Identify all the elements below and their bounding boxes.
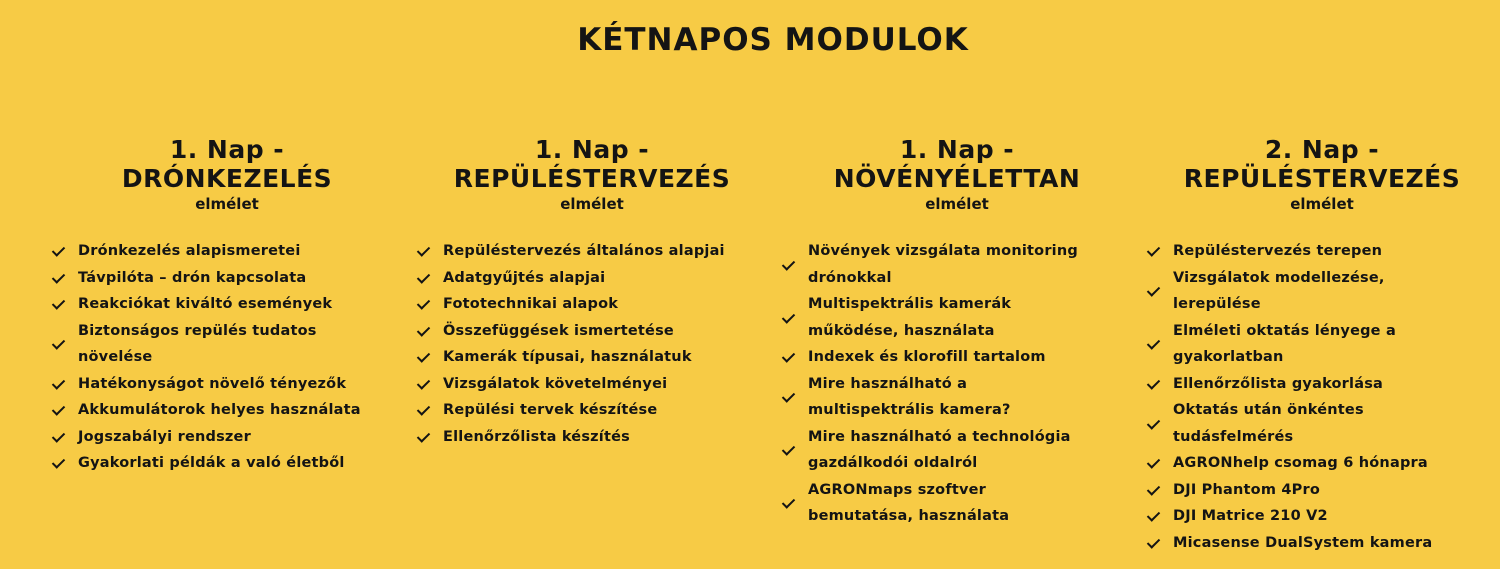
list-item-text: Vizsgálatok modellezése, lerepülése [1173,269,1385,312]
list-item [413,397,773,424]
list-item-text: AGRONmaps szoftver bemutatása, használata [808,481,1010,524]
list-item [413,238,773,265]
list-item [778,344,1138,371]
list-item-text: Összefüggések ismertetése [443,322,674,339]
checkmark-icon [413,324,443,338]
module-item-list [413,238,773,450]
module-topic: NÖVÉNYÉLETTAN [833,164,1081,193]
checkmark-icon [1143,417,1173,431]
module-day: 2. Nap - [1264,135,1380,164]
list-item [1143,318,1500,371]
checkmark-icon [1143,509,1173,523]
module-column-repulestervezes-2 [1143,135,1500,556]
list-item [1143,530,1500,557]
list-item-text: Reakciókat kiváltó események [78,296,333,312]
list-item-text: Repüléstervezés terepen [1173,243,1383,259]
module-subtitle: elmélet [925,195,989,213]
module-heading [48,135,406,214]
list-item [778,291,1138,344]
list-item [48,238,408,265]
checkmark-icon [48,430,78,444]
module-item-list [48,238,408,477]
list-item [1143,371,1500,398]
modules-grid [48,135,1500,569]
list-item [48,318,408,371]
checkmark-icon [1143,377,1173,391]
list-item [413,344,773,371]
list-item-text: Mire használható a technológia gazdálkodói oldalról [808,428,1071,471]
module-day: 1. Nap - [899,135,1015,164]
module-subtitle: elmélet [560,195,624,213]
checkmark-icon [413,350,443,364]
list-item-text: Repüléstervezés általános alapjai [443,243,725,259]
list-item [778,424,1138,477]
checkmark-icon [48,456,78,470]
checkmark-icon [778,311,808,325]
module-topic: DRÓNKEZELÉS [121,164,333,193]
checkmark-icon [778,390,808,404]
module-topic: REPÜLÉSTERVEZÉS [453,164,731,193]
checkmark-icon [778,350,808,364]
list-item [48,424,408,451]
checkmark-icon [778,258,808,272]
list-item [778,238,1138,291]
list-item [48,291,408,318]
checkmark-icon [413,377,443,391]
list-item-text: Kamerák típusai, használatuk [443,349,692,365]
checkmark-icon [48,377,78,391]
list-item-text: Indexek és klorofill tartalom [808,349,1046,365]
list-item-text: Növények vizsgálata monitoring drónokkal [808,243,1078,286]
checkmark-icon [413,403,443,417]
list-item [1143,477,1500,504]
list-item [778,477,1138,530]
list-item-text: DJI Phantom 4Pro [1173,481,1321,498]
module-subtitle: elmélet [195,195,259,213]
list-item [1143,265,1500,318]
checkmark-icon [413,271,443,285]
list-item-text: Fototechnikai alapok [443,296,619,312]
checkmark-icon [48,337,78,351]
list-item-text: Repülési tervek készítése [443,402,658,418]
list-item-text: Drónkezelés alapismeretei [78,243,301,259]
module-column-dronkezeles [48,135,408,477]
list-item [1143,238,1500,265]
module-heading [413,135,771,214]
list-item [413,318,773,345]
list-item-text: Távpilóta – drón kapcsolata [78,269,307,286]
checkmark-icon [1143,244,1173,258]
list-item [413,265,773,292]
list-item [413,371,773,398]
page-title: KÉTNAPOS MODULOK [577,22,969,58]
checkmark-icon [48,271,78,285]
list-item [48,397,408,424]
list-item-text: Gyakorlati példák a való életből [78,455,345,471]
list-item [48,450,408,477]
list-item [413,424,773,451]
checkmark-icon [413,430,443,444]
module-topic: REPÜLÉSTERVEZÉS [1183,164,1461,193]
module-column-repulestervezes-1 [413,135,773,450]
module-heading [778,135,1136,214]
module-day: 1. Nap - [534,135,650,164]
checkmark-icon [778,443,808,457]
list-item-text: Ellenőrzőlista gyakorlása [1173,375,1384,392]
list-item [48,371,408,398]
list-item-text: Jogszabályi rendszer [78,428,251,445]
list-item-text: Hatékonyságot növelő tényezők [78,375,347,392]
checkmark-icon [48,403,78,417]
list-item [1143,503,1500,530]
checkmark-icon [413,244,443,258]
checkmark-icon [48,297,78,311]
module-heading [1143,135,1500,214]
checkmark-icon [1143,337,1173,351]
checkmark-icon [413,297,443,311]
list-item-text: Micasense DualSystem kamera [1173,534,1433,551]
checkmark-icon [778,496,808,510]
list-item-text: AGRONhelp csomag 6 hónapra [1173,455,1428,471]
module-day: 1. Nap - [169,135,285,164]
list-item-text: Vizsgálatok követelményei [443,375,668,392]
checkmark-icon [1143,456,1173,470]
list-item-text: Elméleti oktatás lényege a gyakorlatban [1173,322,1396,365]
list-item [48,265,408,292]
list-item-text: Oktatás után önkéntes tudásfelmérés [1173,402,1364,445]
checkmark-icon [48,244,78,258]
list-item [1143,450,1500,477]
list-item-text: Adatgyűjtés alapjai [443,269,606,286]
checkmark-icon [1143,483,1173,497]
module-item-list [778,238,1138,530]
module-subtitle: elmélet [1290,195,1354,213]
list-item-text: Biztonságos repülés tudatos növelése [78,322,317,365]
module-item-list [1143,238,1500,556]
list-item-text: Akkumulátorok helyes használata [78,402,361,418]
checkmark-icon [1143,536,1173,550]
list-item [413,291,773,318]
list-item-text: Multispektrális kamerák működése, használata [808,296,1012,339]
checkmark-icon [1143,284,1173,298]
list-item [1143,397,1500,450]
list-item-text: Ellenőrzőlista készítés [443,428,630,445]
list-item-text: Mire használható a multispektrális kamera? [808,375,1011,418]
module-column-novenyelettan [778,135,1138,530]
list-item-text: DJI Matrice 210 V2 [1173,508,1328,524]
list-item [778,371,1138,424]
